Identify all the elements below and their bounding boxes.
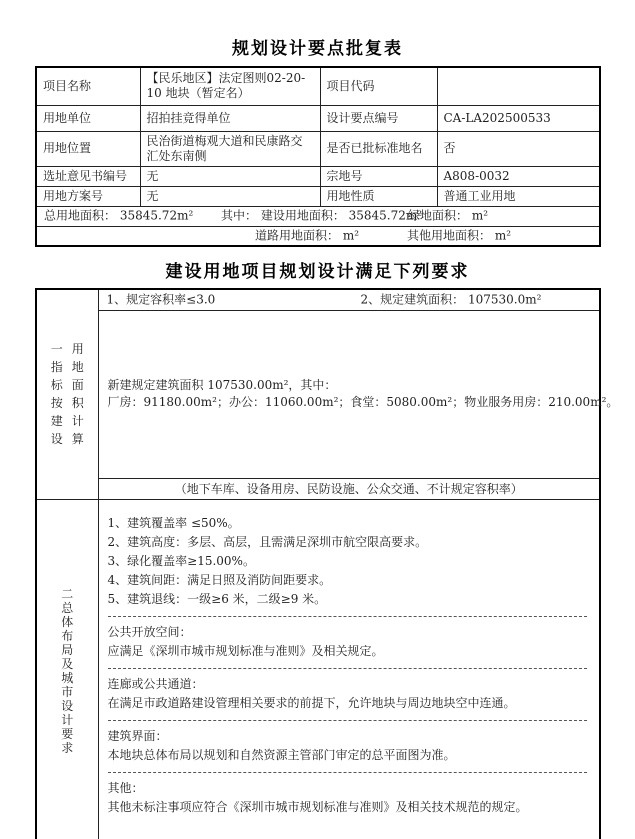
field-label-parcel-no: 宗地号 xyxy=(320,166,437,186)
exclusion-note-cell xyxy=(98,478,600,499)
dashed-divider xyxy=(108,668,588,669)
field-value-land-use-type: 普通工业用地 xyxy=(437,186,600,206)
gfa-breakdown-line1: 新建规定建筑面积 107530.00m²，其中： xyxy=(107,378,337,392)
field-label-land-use-type: 用地性质 xyxy=(320,186,437,206)
page-title: 规划设计要点批复表 xyxy=(232,39,403,59)
table-row xyxy=(36,186,600,206)
section-title: 建设用地项目规划设计满足下列要求 xyxy=(165,262,470,282)
field-value-design-no: CA-LA202500533 xyxy=(437,105,600,131)
other-area-cell xyxy=(36,226,600,246)
dashed-divider xyxy=(108,772,588,773)
road-land-area: 道路用地面积： m² xyxy=(255,228,360,243)
requirements-block-general: 1、建筑覆盖率 ≤50%。 2、建筑高度：多层、高层，且需满足深圳市航空限高要求。 3、绿化覆盖率≥15.00%。 4、建筑间距：满足日照及消防间距要求。 5、建筑退线：一级≥6 米，二级≥9 米。 xyxy=(107,515,428,606)
table-row xyxy=(36,105,600,131)
field-label-plan-no: 用地方案号 xyxy=(36,186,140,206)
field-label-land-user: 用地单位 xyxy=(36,105,140,131)
dashed-divider xyxy=(108,720,588,721)
total-area-row xyxy=(36,206,600,226)
field-value-land-user: 招拍挂竞得单位 xyxy=(140,105,320,131)
field-value-project-name: 【民乐地区】法定图则02-20-10 地块（暂定名） xyxy=(140,67,320,105)
section2-sidebar-label: 二 总 体 布 局 及 城 市 设 计 要 求 xyxy=(36,499,98,839)
gfa-breakdown-cell xyxy=(98,310,619,478)
construction-land-area: 其中： 建设用地面积： 35845.72m² xyxy=(221,208,423,223)
field-label-design-no: 设计要点编号 xyxy=(320,105,437,131)
requirements-block-open-space: 公共开放空间： 应满足《深圳市城市规划标准与准则》及相关规定。 xyxy=(107,624,384,658)
field-value-project-code xyxy=(437,67,600,105)
dashed-divider xyxy=(108,616,588,617)
requirements-block-corridor: 连廊或公共通道： 在满足市政道路建设管理相关要求的前提下，允许地块与周边地块空中连通。 xyxy=(107,676,516,710)
field-value-site-opinion-no: 无 xyxy=(140,166,320,186)
plot-ratio-row xyxy=(98,289,600,310)
gfa-breakdown-line2: 厂房：91180.00m²；办公：11060.00m²；食堂：5080.00m²；物业服务用房：210.00m²。 xyxy=(107,395,619,409)
project-info-table xyxy=(35,66,601,247)
requirements-block-facade: 建筑界面： 本地块总体布局以规划和自然资源主管部门审定的总平面图为准。 xyxy=(107,728,456,762)
field-label-project-code: 项目代码 xyxy=(320,67,437,105)
layout-requirements-cell xyxy=(98,499,600,839)
other-land-area: 其他用地面积： m² xyxy=(407,228,512,243)
field-label-project-name: 项目名称 xyxy=(36,67,140,105)
plot-ratio-item: 1、规定容积率≤3.0 xyxy=(106,292,216,307)
total-land-area: 总用地面积： 35845.72m² xyxy=(44,208,194,223)
table-row xyxy=(36,166,600,186)
field-label-approved-name: 是否已批标准地名 xyxy=(320,131,437,166)
total-area-cell xyxy=(36,206,600,226)
table-row xyxy=(36,289,600,310)
table-row xyxy=(36,310,600,478)
green-land-area: 绿地面积： m² xyxy=(408,208,489,223)
gfa-item: 2、规定建筑面积： 107530.0m² xyxy=(360,292,542,307)
exclusion-note: （地下车库、设备用房、民防设施、公众交通、不计规定容积率） xyxy=(174,481,523,496)
table-row xyxy=(36,478,600,499)
section1-sidebar-label: 一用 指地 标面 按积 建计 设算 xyxy=(36,289,98,499)
field-value-location: 民治街道梅观大道和民康路交汇处东南侧 xyxy=(140,131,320,166)
field-value-plan-no: 无 xyxy=(140,186,320,206)
requirements-block-other: 其他： 其他未标注事项应符合《深圳市城市规划标准与准则》及相关技术规范的规定。 xyxy=(107,780,528,814)
table-row xyxy=(36,131,600,166)
requirements-table xyxy=(35,288,619,839)
other-area-row xyxy=(36,226,600,246)
field-value-approved-name: 否 xyxy=(437,131,600,166)
table-row xyxy=(36,67,600,105)
field-label-location: 用地位置 xyxy=(36,131,140,166)
table-row xyxy=(36,499,600,839)
field-label-site-opinion-no: 选址意见书编号 xyxy=(36,166,140,186)
field-value-parcel-no: A808-0032 xyxy=(437,166,600,186)
